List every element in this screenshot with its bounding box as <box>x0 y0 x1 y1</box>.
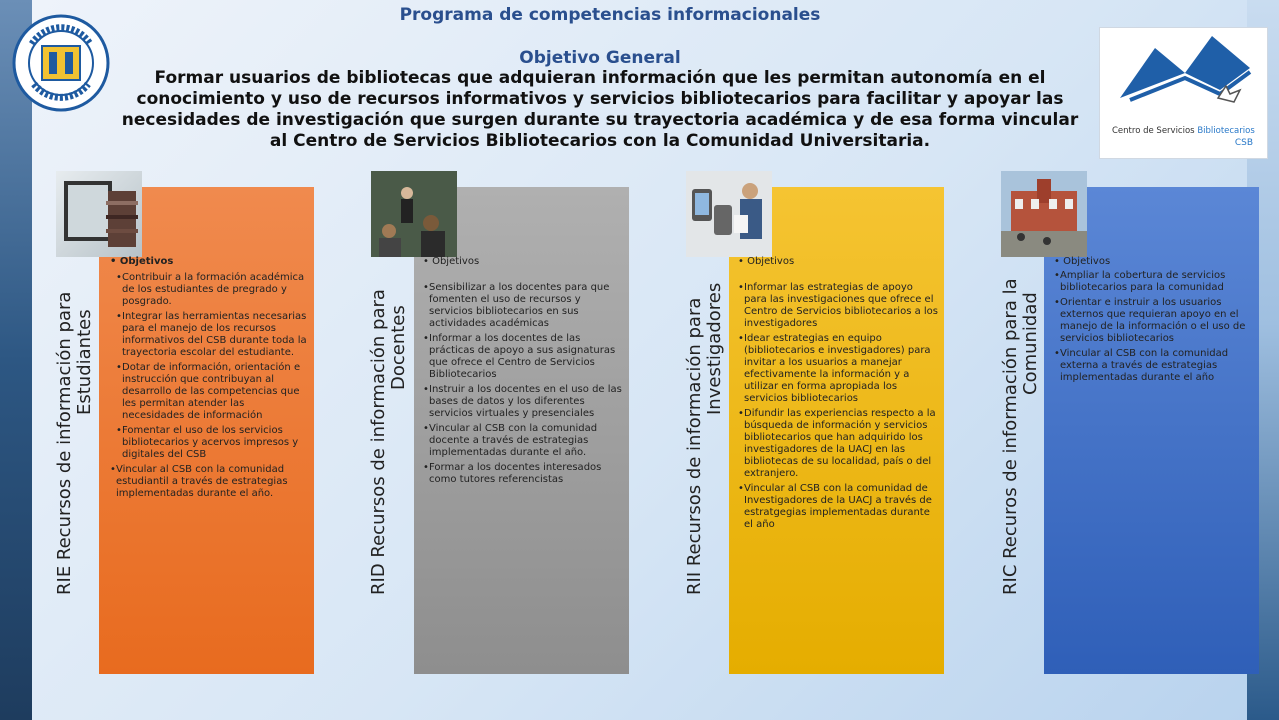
objective-item: • Vincular al CSB con la comunidad externa a través de estrategias implementadas durante el año <box>1054 348 1252 384</box>
objectives-heading: • Objetivos <box>110 256 174 267</box>
column-label-line2: Investigadores <box>704 282 725 415</box>
objective-item: • Vincular al CSB con la comunidad estudiantil a través de estrategias implementadas durante el año. <box>110 464 308 500</box>
column-image-rii <box>686 171 772 257</box>
objective-item: • Orientar e instruir a los usuarios externos que requieran apoyo en el manejo de la información o el uso de servicios bibliotecarios <box>1054 297 1252 345</box>
csb-logo-name: Centro de Servicios Bibliotecarios <box>1112 126 1255 136</box>
objective-item: • Integrar las herramientas necesarias para el manejo de los recursos informativos del CSB durante toda la trayectoria escolar del estudiante. <box>116 311 308 359</box>
column-label-line1: RIC Recuros de información para la <box>1000 278 1021 595</box>
csb-logo <box>1099 27 1268 159</box>
column-label-line1: RIE Recursos de información para <box>54 291 75 595</box>
objective-item: • Informar las estrategias de apoyo para las investigaciones que ofrece el Centro de Servicios bibliotecarios a los investigadores <box>738 282 938 330</box>
objective-item: • Contribuir a la formación académica de los estudiantes de pregrado y posgrado. <box>116 272 308 308</box>
column-content-rid <box>423 256 623 489</box>
objective-item: • Ampliar la cobertura de servicios bibliotecarios para la comunidad <box>1054 270 1252 294</box>
general-objective-text: Formar usuarios de bibliotecas que adquieran información que les permitan autonomía en el conocimiento y uso de recursos informativos y servicios bibliotecarios para facilitar y apoyar las necesidades de investigación que surgen durante su trayectoria académica y de esa forma vincular al Centro de Servicios Bibliotecarios con la Comunidad Universitaria. <box>121 68 1079 151</box>
objective-item: • Difundir las experiencias respecto a la búsqueda de información y servicios bibliotecarios que han adquirido los investigadores de la UACJ en las bibliotecas de su localidad, país o del extranjero. <box>738 408 938 480</box>
column-label-line1: RII Recursos de información para <box>684 297 705 595</box>
objective-item: • Vincular al CSB con la comunidad de Investigadores de la UACJ a través de estratgegias implementadas durante el año <box>738 483 938 531</box>
objective-item: • Fomentar el uso de los servicios bibliotecarios y acervos impresos y digitales del CSB <box>116 425 308 461</box>
column-content-rie <box>110 256 308 503</box>
general-objective-heading: Objetivo General <box>519 48 681 68</box>
university-seal-logo <box>12 14 110 112</box>
objective-item: • Formar a los docentes interesados como tutores referencistas <box>423 462 623 486</box>
page-title: Programa de competencias informacionales <box>399 5 821 25</box>
objective-item: • Idear estrategias en equipo (bibliotecarios e investigadores) para invitar a los usuarios a manejar efectivamente la información y a utilizar en forma apropiada los servicios bibliotecarios <box>738 333 938 405</box>
column-image-rie <box>56 171 142 257</box>
objectives-heading: • Objetivos <box>423 256 480 267</box>
objectives-heading: • Objetivos <box>738 256 795 267</box>
column-image-ric <box>1001 171 1087 257</box>
csb-logo-abbr: CSB <box>1234 138 1253 148</box>
objective-item: • Informar a los docentes de las prácticas de apoyo a sus asignaturas que ofrece el Centro de Servicios Bibliotecarios <box>423 333 623 381</box>
column-label-line2: Docentes <box>388 305 409 390</box>
objectives-heading: • Objetivos <box>1054 256 1111 267</box>
column-image-rid <box>371 171 457 257</box>
objective-item: • Sensibilizar a los docentes para que fomenten el uso de recursos y servicios bibliotecarios en sus actividades académicas <box>423 282 623 330</box>
column-label-line1: RID Recursos de información para <box>368 289 389 595</box>
open-book-icon <box>1100 28 1267 123</box>
objective-item: • Vincular al CSB con la comunidad docente a través de estrategias implementadas durante el año. <box>423 423 623 459</box>
objective-item: • Dotar de información, orientación e instrucción que contribuyan al desarrollo de las competencias que les permitan atender las necesidades de información <box>116 362 308 422</box>
column-label-line2: Comunidad <box>1020 292 1041 395</box>
objective-item: • Instruir a los docentes en el uso de las bases de datos y los diferentes servicios virtuales y presenciales <box>423 384 623 420</box>
column-content-ric <box>1054 256 1252 387</box>
column-label-line2: Estudiantes <box>74 309 95 415</box>
column-content-rii <box>738 256 938 534</box>
